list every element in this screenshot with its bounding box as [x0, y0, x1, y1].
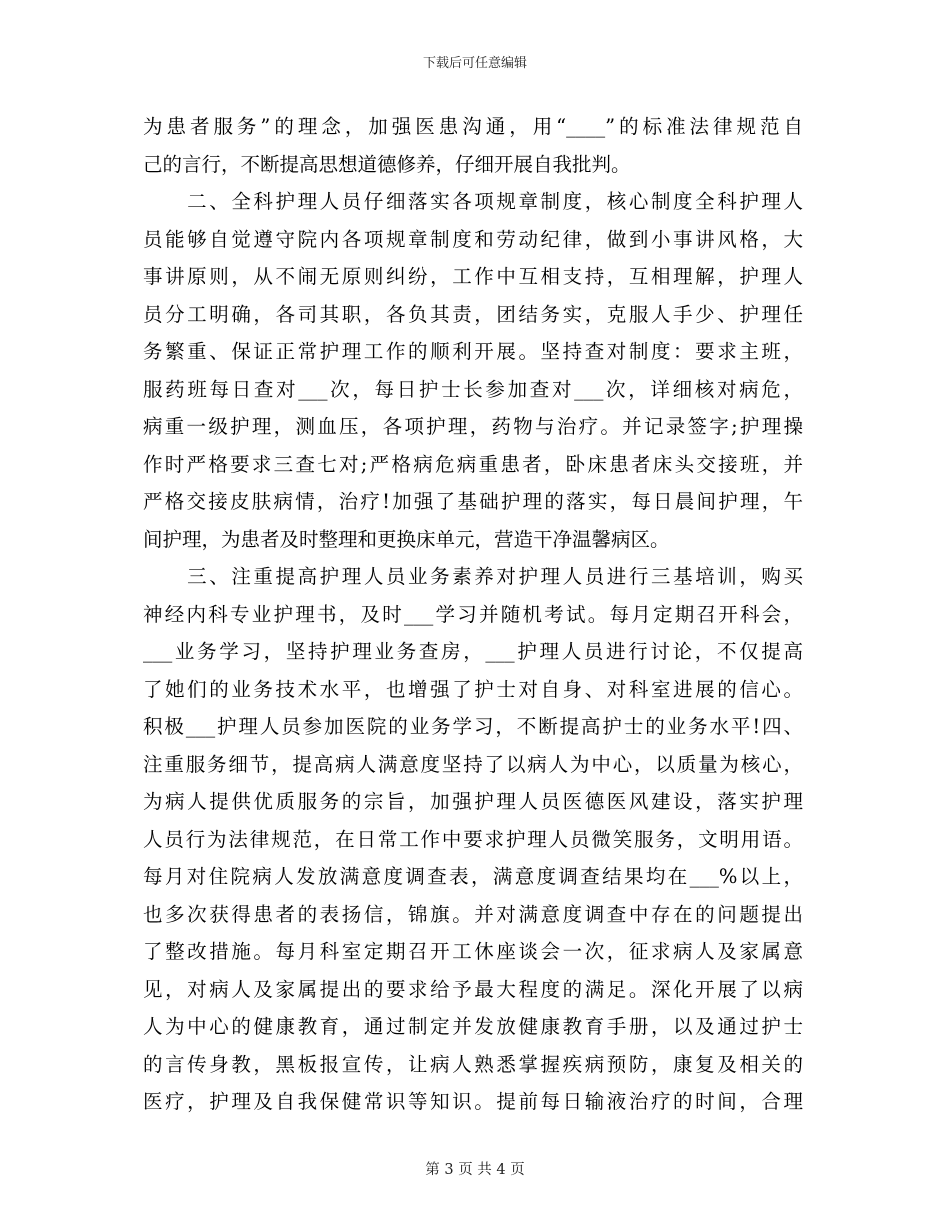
text-line: 人为中心的健康教育，通过制定并发放健康教育手册，以及通过护士: [143, 1015, 803, 1038]
body-text: [143, 108, 803, 1121]
page-number: 第 3 页 共 4 页: [425, 1162, 525, 1178]
text-line: 人员行为法律规范，在日常工作中要求护理人员微笑服务，文明用语。: [143, 827, 803, 851]
text-line: ___业务学习，坚持护理业务查房，___护理人员进行讨论，不仅提高: [143, 640, 803, 663]
text-line: 注重服务细节，提高病人满意度坚持了以病人为中心，以质量为核心，: [143, 752, 803, 776]
text-line: 服药班每日查对___次，每日护士长参加查对___次，详细核对病危，: [143, 377, 803, 401]
text-line: 医疗，护理及自我保健常识等知识。提前每日输液治疗的时间，合理: [143, 1090, 803, 1113]
text-line: 己的言行，不断提高思想道德修养，仔细开展自我批判。: [143, 152, 631, 176]
header-note: 下载后可任意编辑: [422, 56, 527, 71]
text-line: 为病人提供优质服务的宗旨，加强护理人员医德医风建设，落实护理: [143, 790, 803, 813]
text-line: 了整改措施。每月科室定期召开工休座谈会一次，征求病人及家属意: [143, 940, 803, 963]
text-line: 三、注重提高护理人员业务素养对护理人员进行三基培训，购买: [143, 565, 803, 588]
text-line: 务繁重、保证正常护理工作的顺利开展。坚持查对制度：要求主班，: [143, 340, 803, 363]
text-line: 也多次获得患者的表扬信，锦旗。并对满意度调查中存在的问题提出: [143, 902, 803, 926]
text-line: 为患者服务”的理念，加强医患沟通，用“____”的标准法律规范自: [143, 115, 803, 138]
text-line: 事讲原则，从不闹无原则纠纷，工作中互相支持，互相理解，护理人: [143, 265, 803, 288]
text-line: 见，对病人及家属提出的要求给予最大程度的满足。深化开展了以病: [143, 977, 803, 1001]
text-line: 员分工明确，各司其职，各负其责，团结务实，克服人手少、护理任: [143, 302, 803, 326]
text-line: 二、全科护理人员仔细落实各项规章制度，核心制度全科护理人: [143, 190, 803, 213]
text-line: 员能够自觉遵守院内各项规章制度和劳动纪律，做到小事讲风格，大: [143, 227, 803, 251]
text-line: 神经内科专业护理书，及时___学习并随机考试。每月定期召开科会，: [143, 602, 803, 626]
text-line: 的言传身教，黑板报宣传，让病人熟悉掌握疾病预防，康复及相关的: [143, 1052, 803, 1076]
text-line: 间护理，为患者及时整理和更换床单元，营造干净温馨病区。: [143, 527, 670, 551]
text-line: 积极___护理人员参加医院的业务学习，不断提高护士的业务水平!四、: [143, 715, 803, 738]
text-line: 每月对住院病人发放满意度调查表，满意度调查结果均在___%以上，: [143, 865, 803, 888]
text-line: 作时严格要求三查七对;严格病危病重患者，卧床患者床头交接班，并: [143, 452, 803, 476]
text-line: 病重一级护理，测血压，各项护理，药物与治疗。并记录签字;护理操: [143, 415, 803, 438]
text-line: 严格交接皮肤病情，治疗!加强了基础护理的落实，每日晨间护理，午: [143, 490, 803, 513]
text-line: 了她们的业务技术水平，也增强了护士对自身、对科室进展的信心。: [143, 677, 803, 701]
